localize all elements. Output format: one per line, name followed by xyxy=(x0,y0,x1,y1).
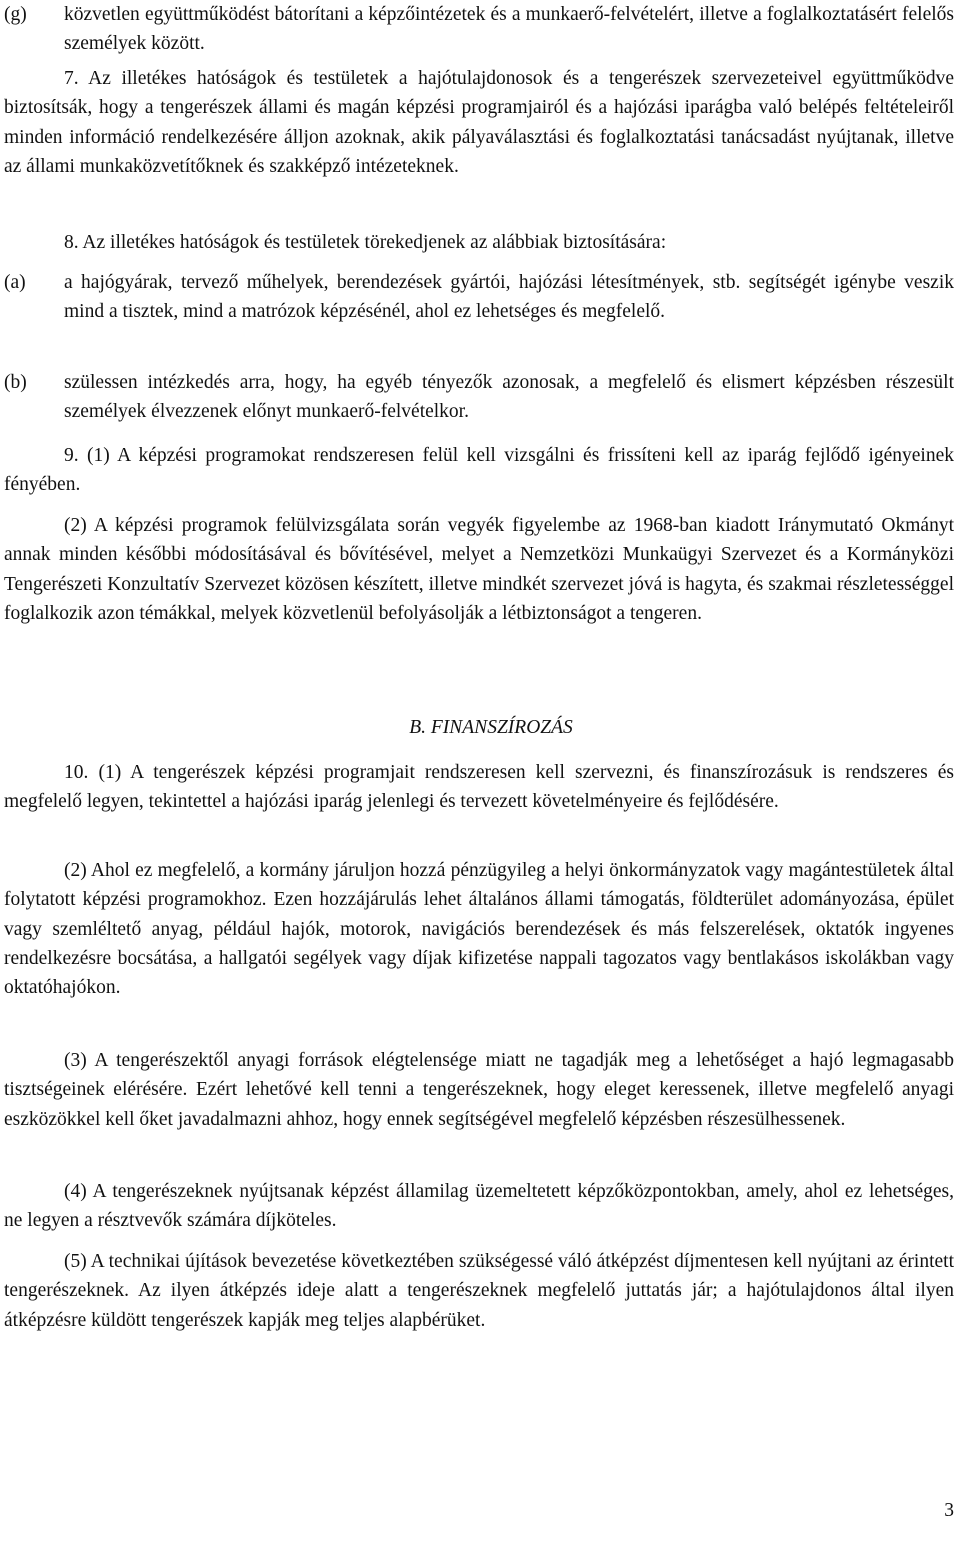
list-item-b xyxy=(4,368,954,427)
item-label: (g) xyxy=(4,4,27,25)
paragraph-7: 7. Az illetékes hatóságok és testületek a hajótulajdonosok és a tengerészek szervezeteivel együttműködve biztosítsák, hogy a tengerészek állami és magán képzési programjairól és a hajózási iparágba való belépés feltételeiről minden információ rendelkezésére álljon azoknak, akik pályaválasztási és foglalkoztatási tanácsadást nyújtanak, illetve az állami munkaközvetítőknek és szakképző intézeteknek. xyxy=(4,68,954,177)
paragraph-10-5: (5) A technikai újítások bevezetése következtében szükségessé váló átképzést díjmentesen kell nyújtani az érintett tengerészeknek. Az ilyen átképzés ideje alatt a tengerészeknek megfelelő juttatás jár; a hajótulajdonos által ilyen átképzésre küldött tengerészek kapják meg teljes alapbérüket. xyxy=(4,1251,954,1331)
item-text: a hajógyárak, tervező műhelyek, berendezések gyártói, hajózási létesítmények, stb. segítségét igénybe veszik mind a tisztek, mind a matrózok képzésénél, ahol ez lehetséges és megfelelő. xyxy=(64,272,954,323)
paragraph-9-2: (2) A képzési programok felülvizsgálata során vegyék figyelembe az 1968-ban kiadott Iránymutató Okmányt annak minden későbbi módosításával és bővítésével, melyet a Nemzetközi Munkaügyi Szervezet és a Kormányközi Tengerészeti Konzultatív Szervezet közösen készített, illetve mindkét szervezet jóvá is hagyta, és szakmai részletességgel foglalkozik azon témákkal, melyek közvetlenül befolyásolják a létbiztonságot a tengeren. xyxy=(4,515,954,624)
list-item-g xyxy=(4,0,954,59)
item-text: közvetlen együttműködést bátorítani a képzőintézetek és a munkaerő-felvételért, illetve a foglalkoztatásért felelős személyek között. xyxy=(64,4,954,55)
item-label: (b) xyxy=(4,372,27,393)
item-text: szülessen intézkedés arra, hogy, ha egyéb tényezők azonosak, a megfelelő és elismert képzésben részesült személyek élvezzenek előnyt munkaerő-felvételkor. xyxy=(64,372,954,423)
paragraph-8: 8. Az illetékes hatóságok és testületek törekedjenek az alábbiak biztosítására: xyxy=(64,232,667,253)
paragraph-10-4: (4) A tengerészeknek nyújtsanak képzést államilag üzemeltetett képzőközpontokban, amely, ahol ez lehetséges, ne legyen a résztvevők számára díjköteles. xyxy=(4,1181,954,1232)
paragraph-9-1: 9. (1) A képzési programokat rendszeresen felül kell vizsgálni és frissíteni kell az iparág fejlődő igényeinek fényében. xyxy=(4,445,954,496)
item-label: (a) xyxy=(4,272,26,293)
page-number: 3 xyxy=(944,1500,954,1521)
paragraph-10-3: (3) A tengerészektől anyagi források elégtelensége miatt ne tagadják meg a lehetőséget a hajó legmagasabb tisztségeinek elérésére. Ezért lehetővé kell tenni a tengerészeknek, hogy eleget keressenek, illetve megfelelő anyagi eszközökkel kell őket javadalmazni ahhoz, hogy ennek segítségével megfelelő képzésben részesülhessenek. xyxy=(4,1050,954,1130)
section-heading: B. FINANSZÍROZÁS xyxy=(409,717,573,738)
paragraph-10-1: 10. (1) A tengerészek képzési programjait rendszeresen kell szervezni, és finanszírozásuk is rendszeres és megfelelő legyen, tekintettel a hajózási iparág jelenlegi és tervezett követelményeire és fejlődésére. xyxy=(4,762,954,813)
list-item-a xyxy=(4,268,954,327)
paragraph-10-2: (2) Ahol ez megfelelő, a kormány járuljon hozzá pénzügyileg a helyi önkormányzatok vagy magántestületek által folytatott képzési programokhoz. Ezen hozzájárulás lehet általános állami támogatás, földterület adományozása, épület vagy szemléltető anyag, például hajók, motorok, navigációs berendezések és más felszerelések, oktatók ingyenes rendelkezésre bocsátása, a hallgatói segélyek vagy díjak kifizetése nappali tagozatos vagy bentlakásos iskolákban vagy oktatóhajókon. xyxy=(4,860,954,999)
